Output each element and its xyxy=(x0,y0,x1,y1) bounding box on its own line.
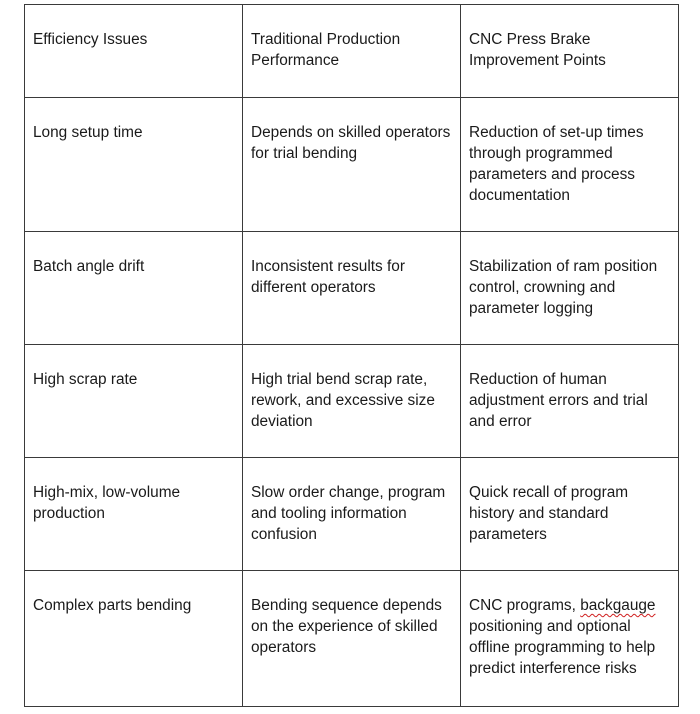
cnc-text-prefix: CNC programs, xyxy=(469,597,581,614)
table-row xyxy=(25,98,679,232)
spellcheck-flagged-word: backgauge xyxy=(580,597,656,614)
cnc-text-suffix: positioning and optional offline programming to help predict interference risks xyxy=(469,618,656,677)
table-row xyxy=(25,232,679,345)
cnc-cell: Stabilization of ram position control, crowning and parameter logging xyxy=(461,232,679,345)
table-row xyxy=(25,345,679,458)
traditional-cell: Depends on skilled operators for trial bending xyxy=(243,98,461,232)
cnc-cell xyxy=(461,571,679,707)
cnc-cell: Reduction of human adjustment errors and trial and error xyxy=(461,345,679,458)
issue-cell: Batch angle drift xyxy=(25,232,243,345)
table-row xyxy=(25,571,679,707)
traditional-cell: High trial bend scrap rate, rework, and excessive size deviation xyxy=(243,345,461,458)
table-header-row xyxy=(25,5,679,98)
issue-cell: Complex parts bending xyxy=(25,571,243,707)
traditional-cell: Inconsistent results for different operators xyxy=(243,232,461,345)
traditional-cell: Bending sequence depends on the experience of skilled operators xyxy=(243,571,461,707)
header-traditional-production: Traditional Production Performance xyxy=(243,5,461,98)
issue-cell: High-mix, low-volume production xyxy=(25,458,243,571)
header-efficiency-issues: Efficiency Issues xyxy=(25,5,243,98)
cnc-cell: Reduction of set-up times through programmed parameters and process documentation xyxy=(461,98,679,232)
table-row xyxy=(25,458,679,571)
traditional-cell: Slow order change, program and tooling information confusion xyxy=(243,458,461,571)
issue-cell: Long setup time xyxy=(25,98,243,232)
cnc-cell: Quick recall of program history and standard parameters xyxy=(461,458,679,571)
issue-cell: High scrap rate xyxy=(25,345,243,458)
header-cnc-improvement: CNC Press Brake Improvement Points xyxy=(461,5,679,98)
comparison-table xyxy=(24,4,679,707)
